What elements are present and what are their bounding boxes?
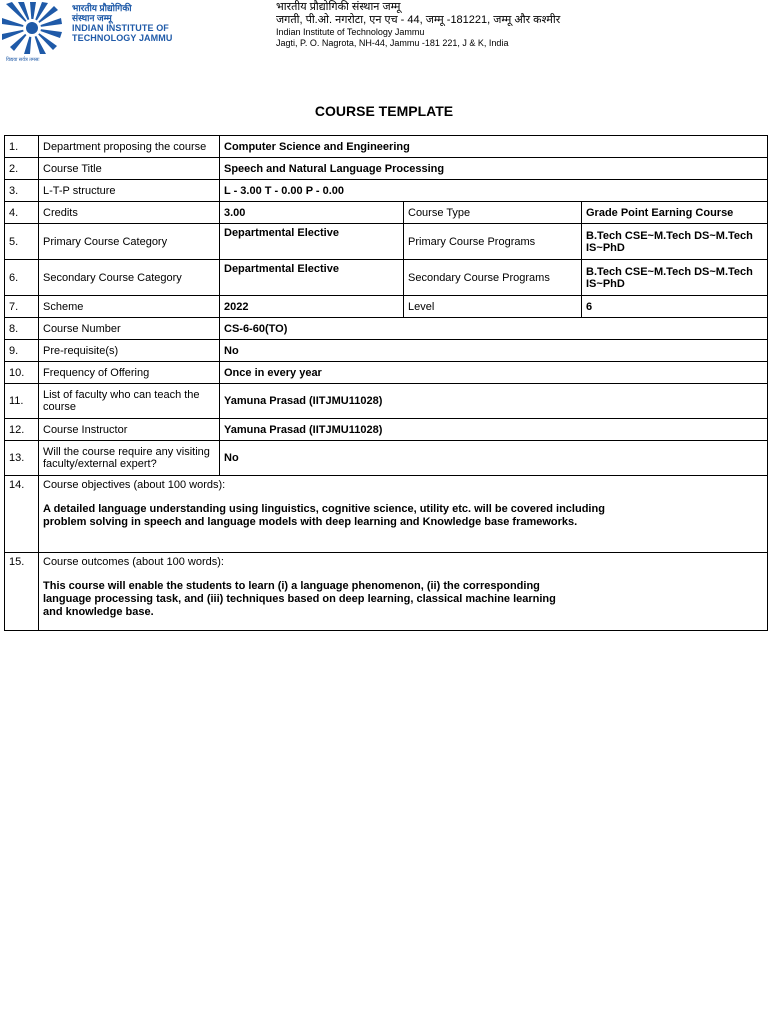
- table-row: [5, 158, 768, 180]
- address-hindi-2: जगती, पी.ओ. नगरोटा, एन एच - 44, जम्मू -181221, जम्मू और कश्मीर: [276, 14, 561, 26]
- row-number: 9.: [5, 340, 39, 362]
- address-en-2: Jagti, P. O. Nagrota, NH-44, Jammu -181 221, J & K, India: [276, 38, 509, 48]
- row-label: Pre-requisite(s): [39, 340, 220, 362]
- table-row: [5, 553, 768, 631]
- table-row: [5, 318, 768, 340]
- row-number: 12.: [5, 419, 39, 441]
- table-row: [5, 419, 768, 441]
- row-value: L - 3.00 T - 0.00 P - 0.00: [220, 180, 768, 202]
- course-outcomes-text: This course will enable the students to learn (i) a language phenomenon, (ii) the corresponding language processing task, and (iii) techniques based on deep learning, classical machine learning and knowledge base.: [43, 580, 556, 618]
- row-number: 15.: [5, 553, 39, 631]
- row-label: Course Number: [39, 318, 220, 340]
- row-value: No: [220, 340, 768, 362]
- row-number: 4.: [5, 202, 39, 224]
- row-label: Credits: [39, 202, 220, 224]
- row-value-secondary: B.Tech CSE~M.Tech DS~M.Tech IS~PhD: [582, 224, 768, 260]
- course-outcomes-cell: [39, 553, 768, 631]
- table-row: [5, 384, 768, 419]
- logo-tagline: विद्यया सर्वत्र तमसः: [6, 57, 40, 63]
- row-number: 6.: [5, 260, 39, 296]
- institute-name-en-2: TECHNOLOGY JAMMU: [72, 33, 173, 43]
- course-outcomes-label: Course outcomes (about 100 words):: [43, 556, 224, 568]
- row-label: Primary Course Category: [39, 224, 220, 260]
- row-number: 1.: [5, 136, 39, 158]
- institute-address: [276, 1, 560, 49]
- row-value: Yamuna Prasad (IITJMU11028): [220, 419, 768, 441]
- course-objectives-text: A detailed language understanding using linguistics, cognitive science, utility etc. will be covered including problem solving in speech and language models with deep learning and Knowledge base frameworks.: [43, 503, 605, 528]
- table-row: [5, 224, 768, 260]
- row-label-secondary: Level: [404, 296, 582, 318]
- row-label: Course Instructor: [39, 419, 220, 441]
- row-number: 10.: [5, 362, 39, 384]
- institute-name-en-1: INDIAN INSTITUTE OF: [72, 23, 169, 33]
- row-value: Computer Science and Engineering: [220, 136, 768, 158]
- table-row: [5, 296, 768, 318]
- institute-name-hindi-1: भारतीय प्रौद्योगिकी: [72, 3, 132, 13]
- row-label: Course Title: [39, 158, 220, 180]
- table-row: [5, 202, 768, 224]
- row-number: 3.: [5, 180, 39, 202]
- institute-sunburst-logo-icon: [2, 2, 62, 54]
- row-number: 8.: [5, 318, 39, 340]
- row-value: No: [220, 441, 768, 476]
- row-label: Frequency of Offering: [39, 362, 220, 384]
- table-row: [5, 476, 768, 553]
- row-number: 13.: [5, 441, 39, 476]
- row-number: 11.: [5, 384, 39, 419]
- row-label: Will the course require any visiting faculty/external expert?: [39, 441, 220, 476]
- row-value: Departmental Elective: [220, 260, 404, 296]
- row-number: 7.: [5, 296, 39, 318]
- row-label: Scheme: [39, 296, 220, 318]
- row-value: CS-6-60(TO): [220, 318, 768, 340]
- row-value: 3.00: [220, 202, 404, 224]
- course-objectives-label: Course objectives (about 100 words):: [43, 479, 226, 491]
- row-label-secondary: Secondary Course Programs: [404, 260, 582, 296]
- row-label: Department proposing the course: [39, 136, 220, 158]
- row-label-secondary: Primary Course Programs: [404, 224, 582, 260]
- table-row: [5, 180, 768, 202]
- row-value: Yamuna Prasad (IITJMU11028): [220, 384, 768, 419]
- row-number: 2.: [5, 158, 39, 180]
- row-number: 5.: [5, 224, 39, 260]
- institute-name: [72, 3, 172, 43]
- row-label: Secondary Course Category: [39, 260, 220, 296]
- table-row: [5, 260, 768, 296]
- row-label: List of faculty who can teach the course: [39, 384, 220, 419]
- row-label: L-T-P structure: [39, 180, 220, 202]
- row-value-secondary: Grade Point Earning Course: [582, 202, 768, 224]
- row-number: 14.: [5, 476, 39, 553]
- row-value-secondary: 6: [582, 296, 768, 318]
- row-value-secondary: B.Tech CSE~M.Tech DS~M.Tech IS~PhD: [582, 260, 768, 296]
- course-objectives-cell: [39, 476, 768, 553]
- row-value: Departmental Elective: [220, 224, 404, 260]
- address-en-1: Indian Institute of Technology Jammu: [276, 27, 425, 37]
- table-row: [5, 136, 768, 158]
- row-value: Once in every year: [220, 362, 768, 384]
- address-hindi-1: भारतीय प्रौद्योगिकी संस्थान जम्मू: [276, 1, 401, 13]
- institute-name-hindi-2: संस्थान जम्मू: [72, 13, 112, 23]
- row-label-secondary: Course Type: [404, 202, 582, 224]
- table-row: [5, 441, 768, 476]
- table-row: [5, 362, 768, 384]
- row-value: 2022: [220, 296, 404, 318]
- row-value: Speech and Natural Language Processing: [220, 158, 768, 180]
- letterhead: [0, 0, 768, 70]
- page-title: COURSE TEMPLATE: [314, 103, 454, 119]
- course-table: [4, 135, 768, 631]
- table-row: [5, 340, 768, 362]
